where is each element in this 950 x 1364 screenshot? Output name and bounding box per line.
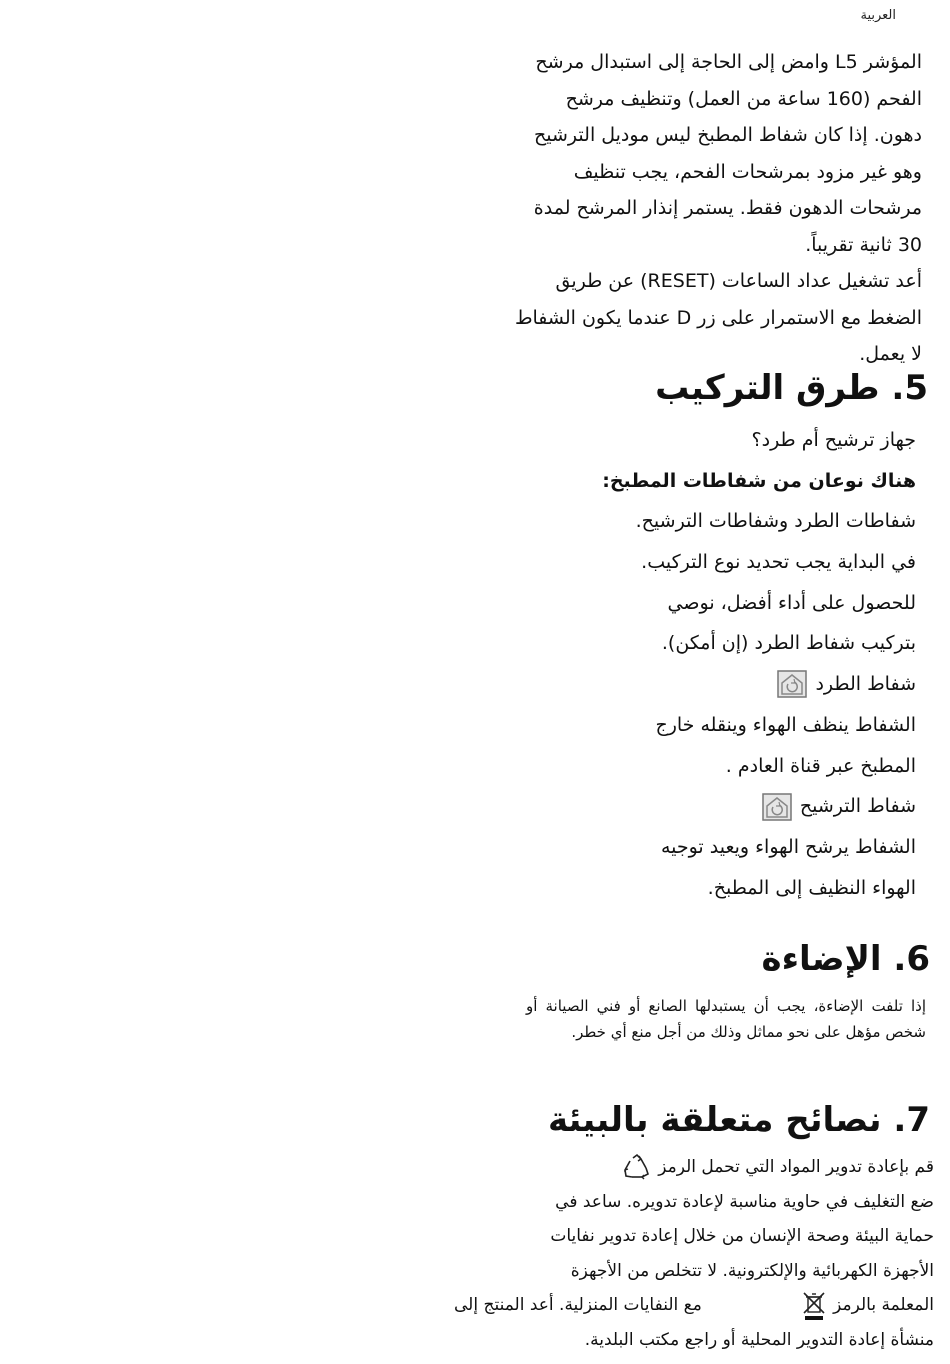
section5-title: 5. طرق التركيب [655, 368, 928, 408]
filter-desc-2: الهواء النظيف إلى المطبخ. [707, 876, 916, 899]
filter-hood-icon [762, 793, 792, 821]
ducted-hood-icon [777, 670, 807, 698]
household-waste-text: مع النفايات المنزلية. أعد المنتج إلى [454, 1295, 702, 1316]
recycle-line [454, 1150, 934, 1185]
filter-hood-label: شفاط الترشيح [799, 795, 916, 818]
marked-devices-line [454, 1288, 934, 1323]
marked-with-symbol-text: المعلمة بالرمز [833, 1295, 934, 1316]
recommendation-line-1: للحصول على أداء أفضل، نوصي [667, 591, 916, 614]
packaging-line: ضع التغليف في حاوية مناسبة لإعادة تدويره. ساعد في [555, 1191, 934, 1212]
crossed-bin-icon [801, 1291, 827, 1321]
hood-types-heading: هناك نوعان من شفاطات المطبخ: [602, 469, 916, 492]
recycle-text: قم بإعادة تدوير المواد التي تحمل الرمز [658, 1157, 934, 1177]
section7-body [454, 1150, 934, 1358]
ducted-desc-1: الشفاط ينظف الهواء وينقله خارج [655, 713, 916, 736]
section7-title: 7. نصائح متعلقة بالبيئة [547, 1100, 930, 1140]
hood-types-list: شفاطات الطرد وشفاطات الترشيح. [635, 510, 916, 533]
lighting-paragraph: إذا تلفت الإضاءة، يجب أن يستبدلها الصانع أو فني الصيانة أو شخص مؤهل على نحو مماثل وذلك من أجل منع أي خطر. [526, 997, 926, 1041]
section6-title: 6. الإضاءة [761, 939, 930, 979]
ducted-hood-row [576, 664, 916, 705]
marked-symbol-group [795, 1288, 934, 1323]
filter-desc-1: الشفاط يرشح الهواء ويعيد توجيه [660, 835, 916, 858]
weee-line: الأجهزة الكهربائية والإلكترونية. لا تتخلص من الأجهزة [570, 1260, 934, 1281]
section6-body [526, 993, 926, 1045]
recommendation-line-2: بتركيب شفاط الطرد (إن أمكن). [661, 632, 916, 655]
ducted-desc-2: المطبخ عبر قناة العادم . [725, 754, 916, 777]
section4-tail [512, 44, 922, 365]
protect-environment-line: حماية البيئة وصحة الإنسان من خلال إعادة تدوير نفايات [550, 1226, 934, 1247]
reset-paragraph: أعد تشغيل عداد الساعات (RESET) عن طريق الضغط مع الاستمرار على زر D عندما يكون الشفاط لا يعمل. [514, 270, 922, 365]
ducted-hood-label: شفاط الطرد [815, 673, 916, 696]
language-header: العربية [860, 8, 896, 23]
recycling-facility-line: منشأة إعادة التدوير المحلية أو راجع مكتب البلدية. [584, 1329, 934, 1350]
recycle-icon [622, 1153, 652, 1181]
section5-body [576, 420, 916, 908]
install-question: جهاز ترشيح أم طرد؟ [751, 429, 916, 451]
filter-indicator-paragraph: المؤشر L5 وامض إلى الحاجة إلى استبدال مرشح الفحم (160 ساعة من العمل) وتنظيف مرشح دهون. إذا كان شفاط المطبخ ليس موديل الترشيح وهو غير مزود بمرشحات الفحم، يجب تنظيف مرشحات الدهون فقط. يستمر إنذار المرشح لمدة 30 ثانية تقريباً. [533, 51, 922, 256]
choose-installation: في البداية يجب تحديد نوع التركيب. [641, 551, 916, 574]
filter-hood-row [576, 786, 916, 827]
